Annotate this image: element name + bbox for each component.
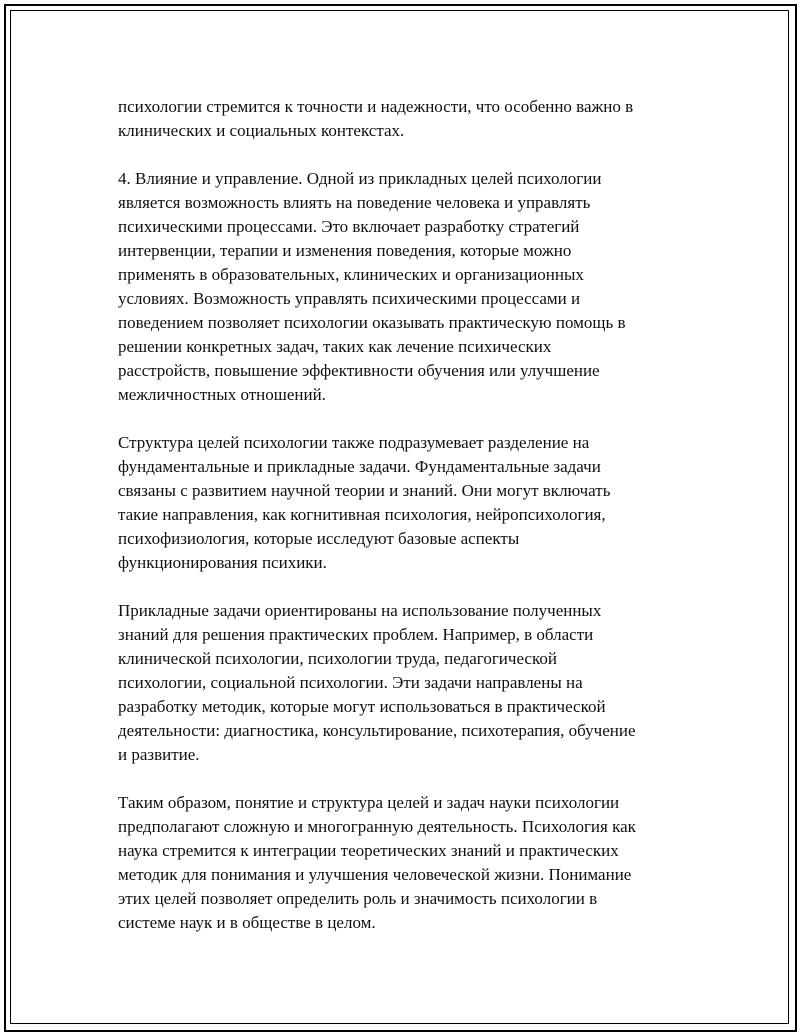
paragraph-applied-tasks: Прикладные задачи ориентированы на использование полученных знаний для решения практических проблем. Например, в области клинической психологии, психологии труда, педагогической психологии, социальной психологии. Эти задачи направлены на разработку методик, которые могут использоваться в практической деятельности: диагностика, консультирование, психотерапия, обучение и развитие. (118, 601, 636, 764)
document-body (118, 95, 688, 935)
paragraph-conclusion: Таким образом, понятие и структура целей и задач науки психологии предполагают сложную и многогранную деятельность. Психология как наука стремится к интеграции теоретических знаний и практических методик для понимания и улучшения человеческой жизни. Понимание этих целей позволяет определить роль и значимость психологии в системе наук и в обществе в целом. (118, 793, 636, 932)
paragraph-influence-and-control: 4. Влияние и управление. Одной из прикладных целей психологии является возможность влиять на поведение человека и управлять психическими процессами. Это включает разработку стратегий интервенции, терапии и изменения поведения, которые можно применять в образовательных, клинических и организационных условиях. Возможность управлять психическими процессами и поведением позволяет психологии оказывать практическую помощь в решении конкретных задач, таких как лечение психических расстройств, повышение эффективности обучения или улучшение межличностных отношений. (118, 169, 626, 404)
paragraph-continuation: психологии стремится к точности и надежности, что особенно важно в клинических и социальных контекстах. (118, 97, 634, 140)
paragraph-goals-structure: Структура целей психологии также подразумевает разделение на фундаментальные и прикладные задачи. Фундаментальные задачи связаны с развитием научной теории и знаний. Они могут включать такие направления, как когнитивная психология, нейропсихология, психофизиология, которые исследуют базовые аспекты функционирования психики. (118, 433, 611, 572)
